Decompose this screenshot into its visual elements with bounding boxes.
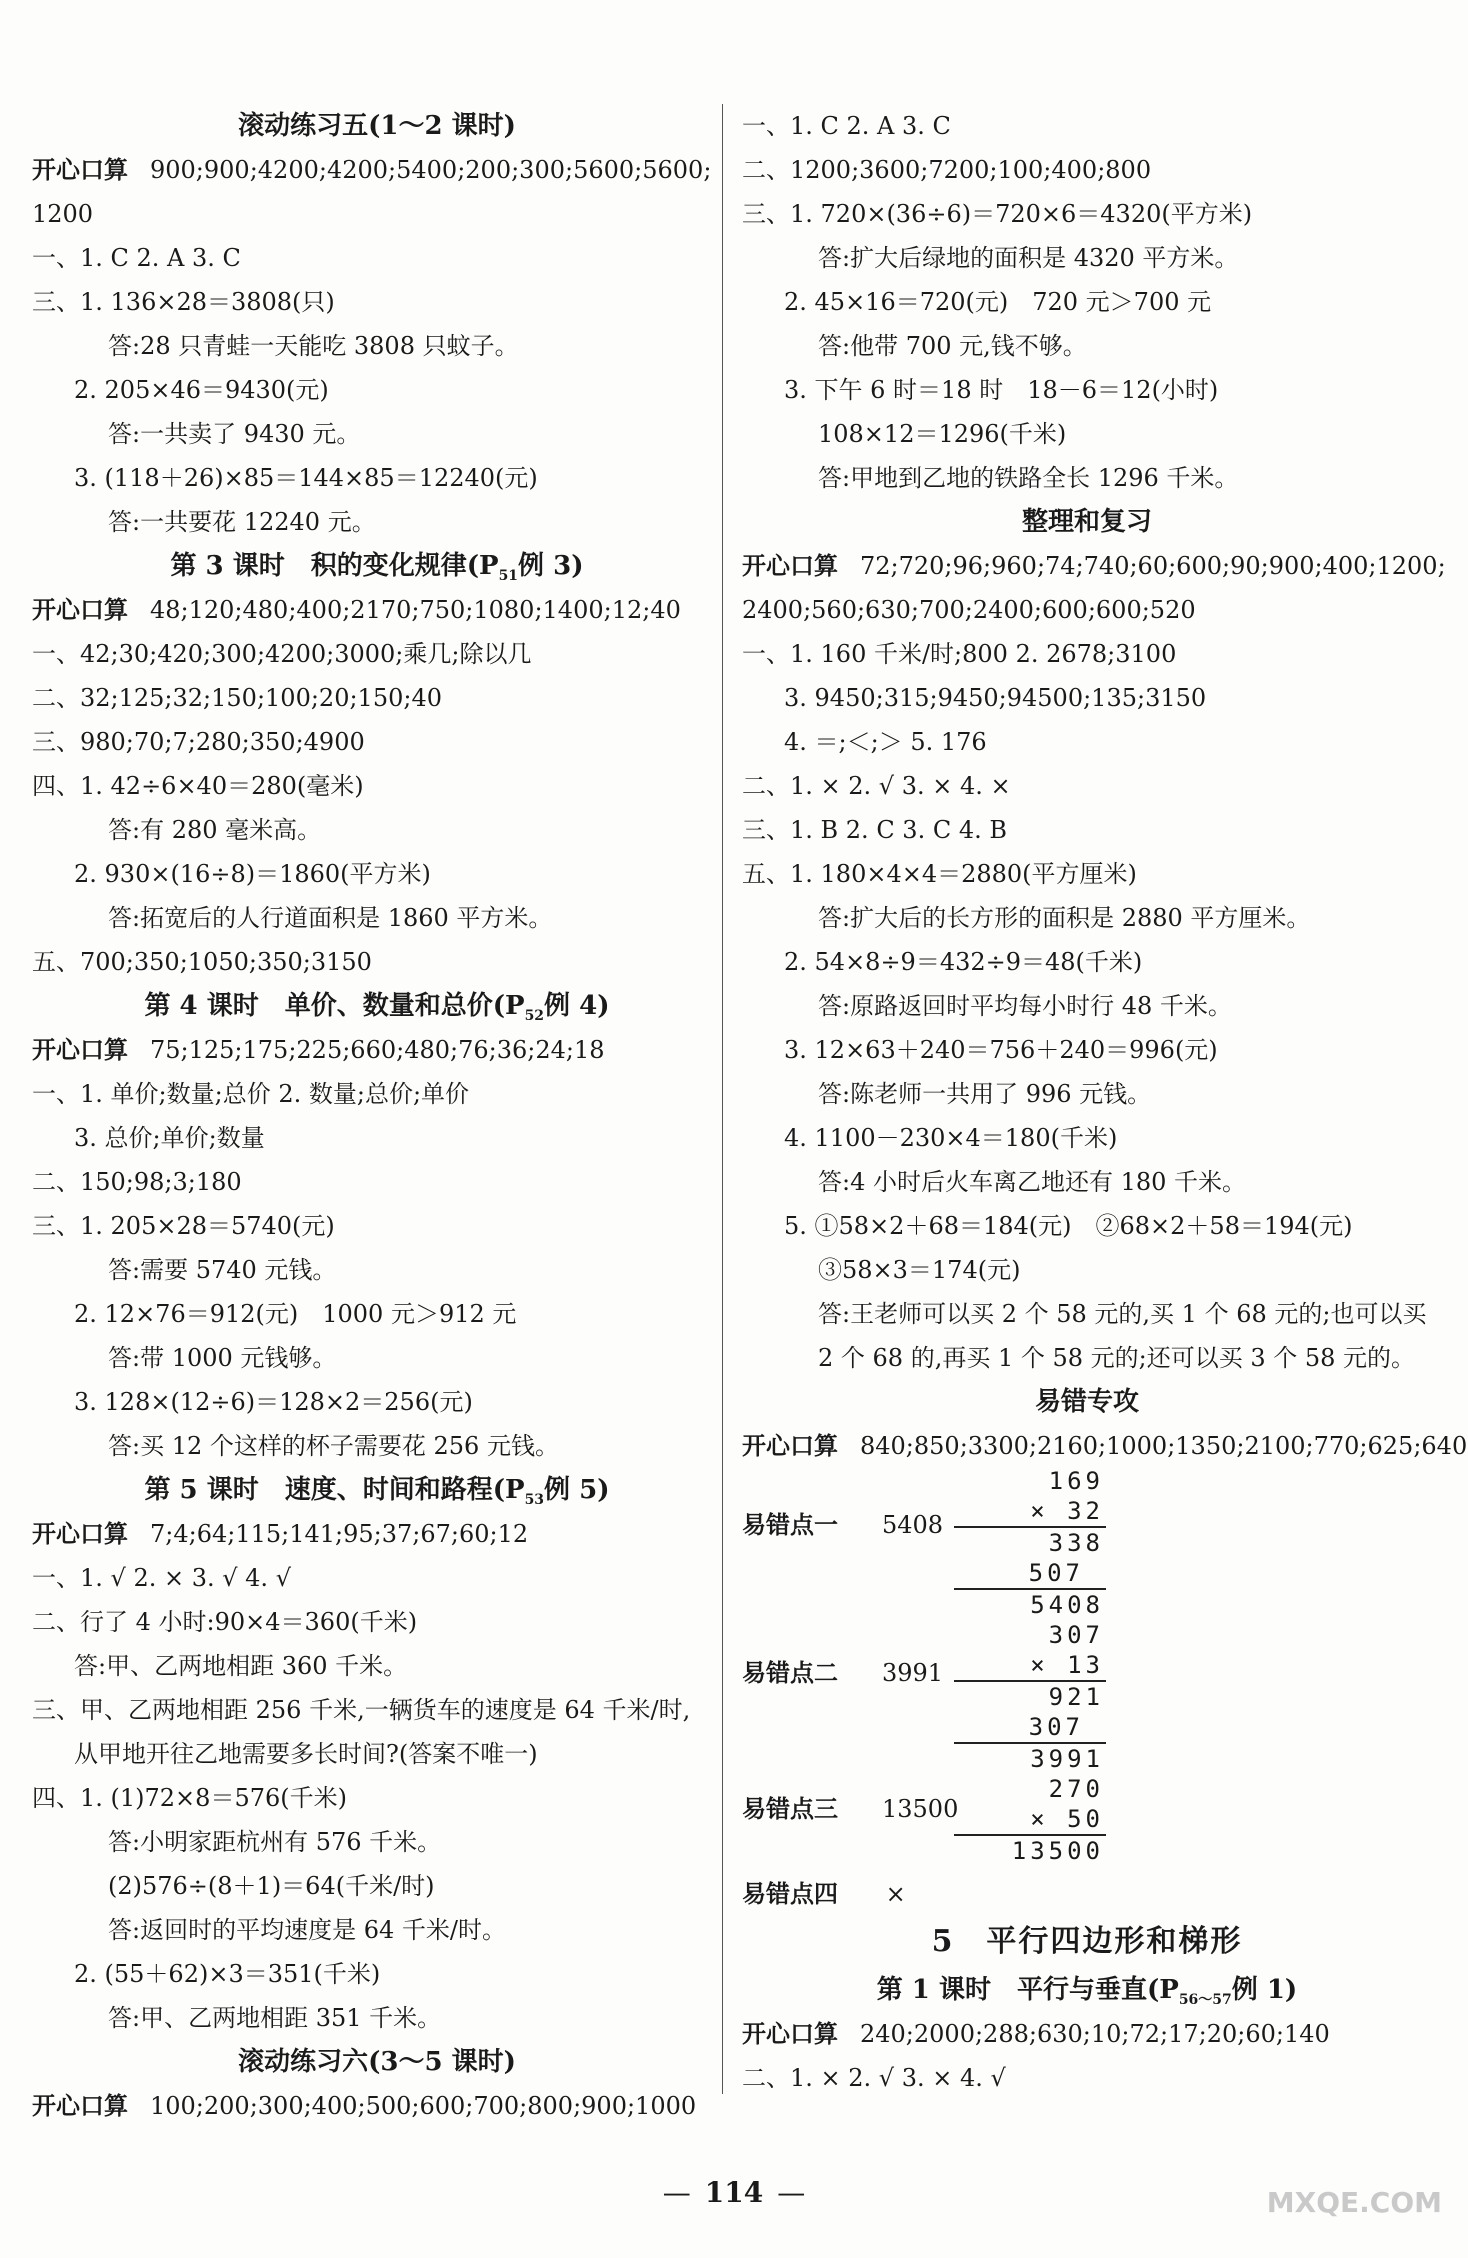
answer-line-indented: 答:需要 5740 元钱。 <box>108 1256 337 1284</box>
answer-line: 三、甲、乙两地相距 256 千米,一辆货车的速度是 64 千米/时, <box>32 1696 691 1724</box>
answer-line-indented: 答:带 1000 元钱够。 <box>108 1344 337 1372</box>
answer-line-indented: 3. (118＋26)×85＝144×85＝12240(元) <box>74 464 538 492</box>
answer-line: 四、1. 42÷6×40＝280(毫米) <box>32 772 364 800</box>
calc1-line4: 507 <box>1028 1559 1084 1587</box>
error-point-3-answer: 13500 <box>882 1795 959 1823</box>
mental-math-label: 开心口算 <box>32 1519 128 1548</box>
answer-line-indented: 答:一共要花 12240 元。 <box>108 508 376 536</box>
answer-line: 三、1. 136×28＝3808(只) <box>32 288 335 316</box>
answer-line-indented: 3. 128×(12÷6)＝128×2＝256(元) <box>74 1388 473 1416</box>
answer-line-indented: 5. ①58×2＋68＝184(元) ②68×2＋58＝194(元) <box>784 1212 1353 1240</box>
right-column <box>742 104 1468 2100</box>
page-ref-subscript: 53 <box>524 1492 545 1508</box>
error-point-1-answer: 5408 <box>882 1511 944 1539</box>
error-point-4-label: 易错点四 <box>742 1879 838 1908</box>
answer-line: 二、32;125;32;150;100;20;150;40 <box>32 684 442 712</box>
answer-line-indented: 答:陈老师一共用了 996 元钱。 <box>818 1080 1152 1108</box>
calc3-line3: 13500 <box>1011 1837 1104 1865</box>
answer-line-indented: 答:买 12 个这样的杯子需要花 256 元钱。 <box>108 1432 559 1460</box>
answer-line: 二、1. × 2. √ 3. × 4. √ <box>742 2064 1006 2092</box>
calc2-line4: 307 <box>1028 1713 1084 1741</box>
page-ref-subscript: 51 <box>498 568 519 584</box>
calc1-line3: 338 <box>1048 1529 1104 1557</box>
calc2-line2: × 13 <box>1030 1651 1104 1679</box>
left-column <box>32 104 722 2128</box>
section-title: 第 4 课时 单价、数量和总价($P_{52}$例 4) <box>144 991 610 1024</box>
answer-line-indented: 2. 205×46＝9430(元) <box>74 376 329 404</box>
watermark: MXQE.COM <box>1266 2186 1442 2219</box>
mental-math-label: 开心口算 <box>32 595 128 624</box>
answer-line-indented: 答:4 小时后火车离乙地还有 180 千米。 <box>818 1168 1247 1196</box>
answer-line-indented: 答:扩大后的长方形的面积是 2880 平方厘米。 <box>818 904 1311 932</box>
answer-line-indented: 从甲地开往乙地需要多长时间?(答案不唯一) <box>74 1740 538 1768</box>
answer-line: 一、1. 160 千米/时;800 2. 2678;3100 <box>742 640 1177 668</box>
section-title: 易错专攻 <box>1034 1387 1139 1417</box>
answer-line-indented: 2. 12×76＝912(元) 1000 元＞912 元 <box>74 1300 517 1328</box>
answer-line: 三、1. 720×(36÷6)＝720×6＝4320(平方米) <box>742 200 1253 228</box>
column-divider <box>722 104 723 2094</box>
error-point-1-label: 易错点一 <box>742 1510 838 1539</box>
calc3-line2: × 50 <box>1030 1805 1104 1833</box>
mental-math-row <box>32 1512 722 1556</box>
error-point-4 <box>742 1872 1432 1916</box>
mental-math-label: 开心口算 <box>742 1431 838 1460</box>
answer-line: 二、150;98;3;180 <box>32 1168 242 1196</box>
page-ref-subscript: 56～57 <box>1178 1992 1232 2008</box>
answer-line-indented: 答:原路返回时平均每小时行 48 千米。 <box>818 992 1232 1020</box>
answer-line: 二、1200;3600;7200;100;400;800 <box>742 156 1152 184</box>
answer-line: 一、1. C 2. A 3. C <box>742 112 951 140</box>
calc1-line1: 169 <box>1048 1467 1104 1495</box>
answer-line-indented: 2. 930×(16÷8)＝1860(平方米) <box>74 860 431 888</box>
mental-math-row <box>32 148 722 192</box>
answer-line: 1200 <box>32 200 94 228</box>
mental-math-values: 7;4;64;115;141;95;37;67;60;12 <box>150 1520 529 1548</box>
answer-line-indented: 答:甲地到乙地的铁路全长 1296 千米。 <box>818 464 1239 492</box>
answer-line-indented: 答:王老师可以买 2 个 58 元的,买 1 个 68 元的;也可以买 <box>818 1300 1427 1328</box>
page-ref-subscript: 52 <box>524 1008 545 1024</box>
mental-math-label: 开心口算 <box>742 551 838 580</box>
unit-title: 5 平行四边形和梯形 <box>931 1924 1243 1959</box>
answer-line-indented: 2. (55＋62)×3＝351(千米) <box>74 1960 381 1988</box>
answer-line: 二、1. × 2. √ 3. × 4. × <box>742 772 1011 800</box>
section-title: 滚动练习六(3～5 课时) <box>238 2047 516 2077</box>
mental-math-row <box>32 1028 722 1072</box>
answer-line-indented: 108×12＝1296(千米) <box>818 420 1067 448</box>
calc3-line1: 270 <box>1048 1775 1104 1803</box>
mental-math-row <box>742 544 1446 588</box>
answer-line: 2400;560;630;700;2400;600;600;520 <box>742 596 1196 624</box>
error-points-block <box>742 1468 1432 1868</box>
mental-math-row <box>742 1424 1468 1468</box>
answer-line: 四、1. (1)72×8＝576(千米) <box>32 1784 347 1812</box>
section-title: 整理和复习 <box>1021 507 1152 537</box>
answer-line-indented: 2. 54×8÷9＝432÷9＝48(千米) <box>784 948 1143 976</box>
section-title: 第 5 课时 速度、时间和路程($P_{53}$例 5) <box>144 1475 610 1508</box>
answer-line-indented: 答:小明家距杭州有 576 千米。 <box>108 1828 442 1856</box>
right-column-bottom <box>742 1916 1432 2100</box>
answer-line-indented: 4. 1100－230×4＝180(千米) <box>784 1124 1118 1152</box>
answer-line: 三、1. 205×28＝5740(元) <box>32 1212 335 1240</box>
answer-line-indented: 答:他带 700 元,钱不够。 <box>818 332 1087 360</box>
answer-line-indented: 答:甲、乙两地相距 360 千米。 <box>74 1652 408 1680</box>
answer-line: 五、1. 180×4×4＝2880(平方厘米) <box>742 860 1137 888</box>
answer-line-indented: 答:扩大后绿地的面积是 4320 平方米。 <box>818 244 1239 272</box>
mental-math-values: 48;120;480;400;2170;750;1080;1400;12;40 <box>150 596 681 624</box>
mental-math-values: 100;200;300;400;500;600;700;800;900;1000 <box>150 2092 697 2120</box>
mental-math-values: 72;720;96;960;74;740;60;600;90;900;400;1200; <box>860 552 1446 580</box>
answer-line-indented: 2 个 68 的,再买 1 个 58 元的;还可以买 3 个 58 元的。 <box>818 1344 1416 1372</box>
answer-line-indented: 答:28 只青蛙一天能吃 3808 只蚊子。 <box>108 332 519 360</box>
mental-math-values: 900;900;4200;4200;5400;200;300;5600;5600; <box>150 156 712 184</box>
error-point-3-label: 易错点三 <box>742 1794 838 1823</box>
answer-line-indented: 答:拓宽后的人行道面积是 1860 平方米。 <box>108 904 553 932</box>
section-title: 滚动练习五(1～2 课时) <box>238 111 516 141</box>
page-footer: — 114 — <box>662 2176 806 2209</box>
right-column-top <box>742 104 1468 1468</box>
mental-math-values: 240;2000;288;630;10;72;17;20;60;140 <box>860 2020 1330 2048</box>
answer-line-indented: 答:返回时的平均速度是 64 千米/时。 <box>108 1916 506 1944</box>
answer-line-indented: 4. ＝;＜;＞ 5. 176 <box>784 728 987 756</box>
error-point-2-answer: 3991 <box>882 1659 944 1687</box>
answer-line: 五、700;350;1050;350;3150 <box>32 948 372 976</box>
answer-line-indented: (2)576÷(8＋1)＝64(千米/时) <box>108 1872 435 1900</box>
mental-math-values: 75;125;175;225;660;480;76;36;24;18 <box>150 1036 605 1064</box>
answer-line-indented: 答:一共卖了 9430 元。 <box>108 420 361 448</box>
calc2-line3: 921 <box>1048 1683 1104 1711</box>
answer-line: 一、1. 单价;数量;总价 2. 数量;总价;单价 <box>32 1080 470 1108</box>
answer-line-indented: 3. 总价;单价;数量 <box>74 1124 265 1152</box>
section-title: 第 3 课时 积的变化规律($P_{51}$例 3) <box>170 551 584 584</box>
answer-line: 二、行了 4 小时:90×4＝360(千米) <box>32 1608 418 1636</box>
answer-line-indented: 3. 12×63＋240＝756＋240＝996(元) <box>784 1036 1218 1064</box>
calc2-line1: 307 <box>1048 1621 1104 1649</box>
mental-math-row <box>32 588 722 632</box>
error-point-4-answer: × <box>885 1880 906 1908</box>
mental-math-label: 开心口算 <box>742 2019 838 2048</box>
answer-line-indented: 答:甲、乙两地相距 351 千米。 <box>108 2004 442 2032</box>
answer-line: 一、1. √ 2. × 3. √ 4. √ <box>32 1564 291 1592</box>
answer-line-indented: 答:有 280 毫米高。 <box>108 816 322 844</box>
page-number: 114 <box>704 2176 764 2209</box>
answer-line-indented: 3. 下午 6 时＝18 时 18－6＝12(小时) <box>784 376 1219 404</box>
mental-math-label: 开心口算 <box>32 155 128 184</box>
mental-math-values: 840;850;3300;2160;1000;1350;2100;770;625;640 <box>860 1432 1468 1460</box>
mental-math-label: 开心口算 <box>32 2091 128 2120</box>
answer-line: 一、42;30;420;300;4200;3000;乘几;除以几 <box>32 640 532 668</box>
answer-line-indented: ③58×3＝174(元) <box>818 1256 1021 1284</box>
mental-math-label: 开心口算 <box>32 1035 128 1064</box>
calc1-line5: 5408 <box>1030 1591 1104 1619</box>
answer-line: 三、1. B 2. C 3. C 4. B <box>742 816 1007 844</box>
answer-line-indented: 2. 45×16＝720(元) 720 元＞700 元 <box>784 288 1212 316</box>
answer-line: 三、980;70;7;280;350;4900 <box>32 728 365 756</box>
answer-line: 一、1. C 2. A 3. C <box>32 244 241 272</box>
mental-math-row <box>742 2012 1432 2056</box>
section-title: 第 1 课时 平行与垂直($P_{56\sim 57}$例 1) <box>876 1975 1298 2008</box>
calc2-line5: 3991 <box>1030 1745 1104 1773</box>
mental-math-row <box>32 2084 722 2128</box>
calc1-line2: × 32 <box>1030 1497 1104 1525</box>
answer-line-indented: 3. 9450;315;9450;94500;135;3150 <box>784 684 1207 712</box>
error-point-2-label: 易错点二 <box>742 1658 838 1687</box>
